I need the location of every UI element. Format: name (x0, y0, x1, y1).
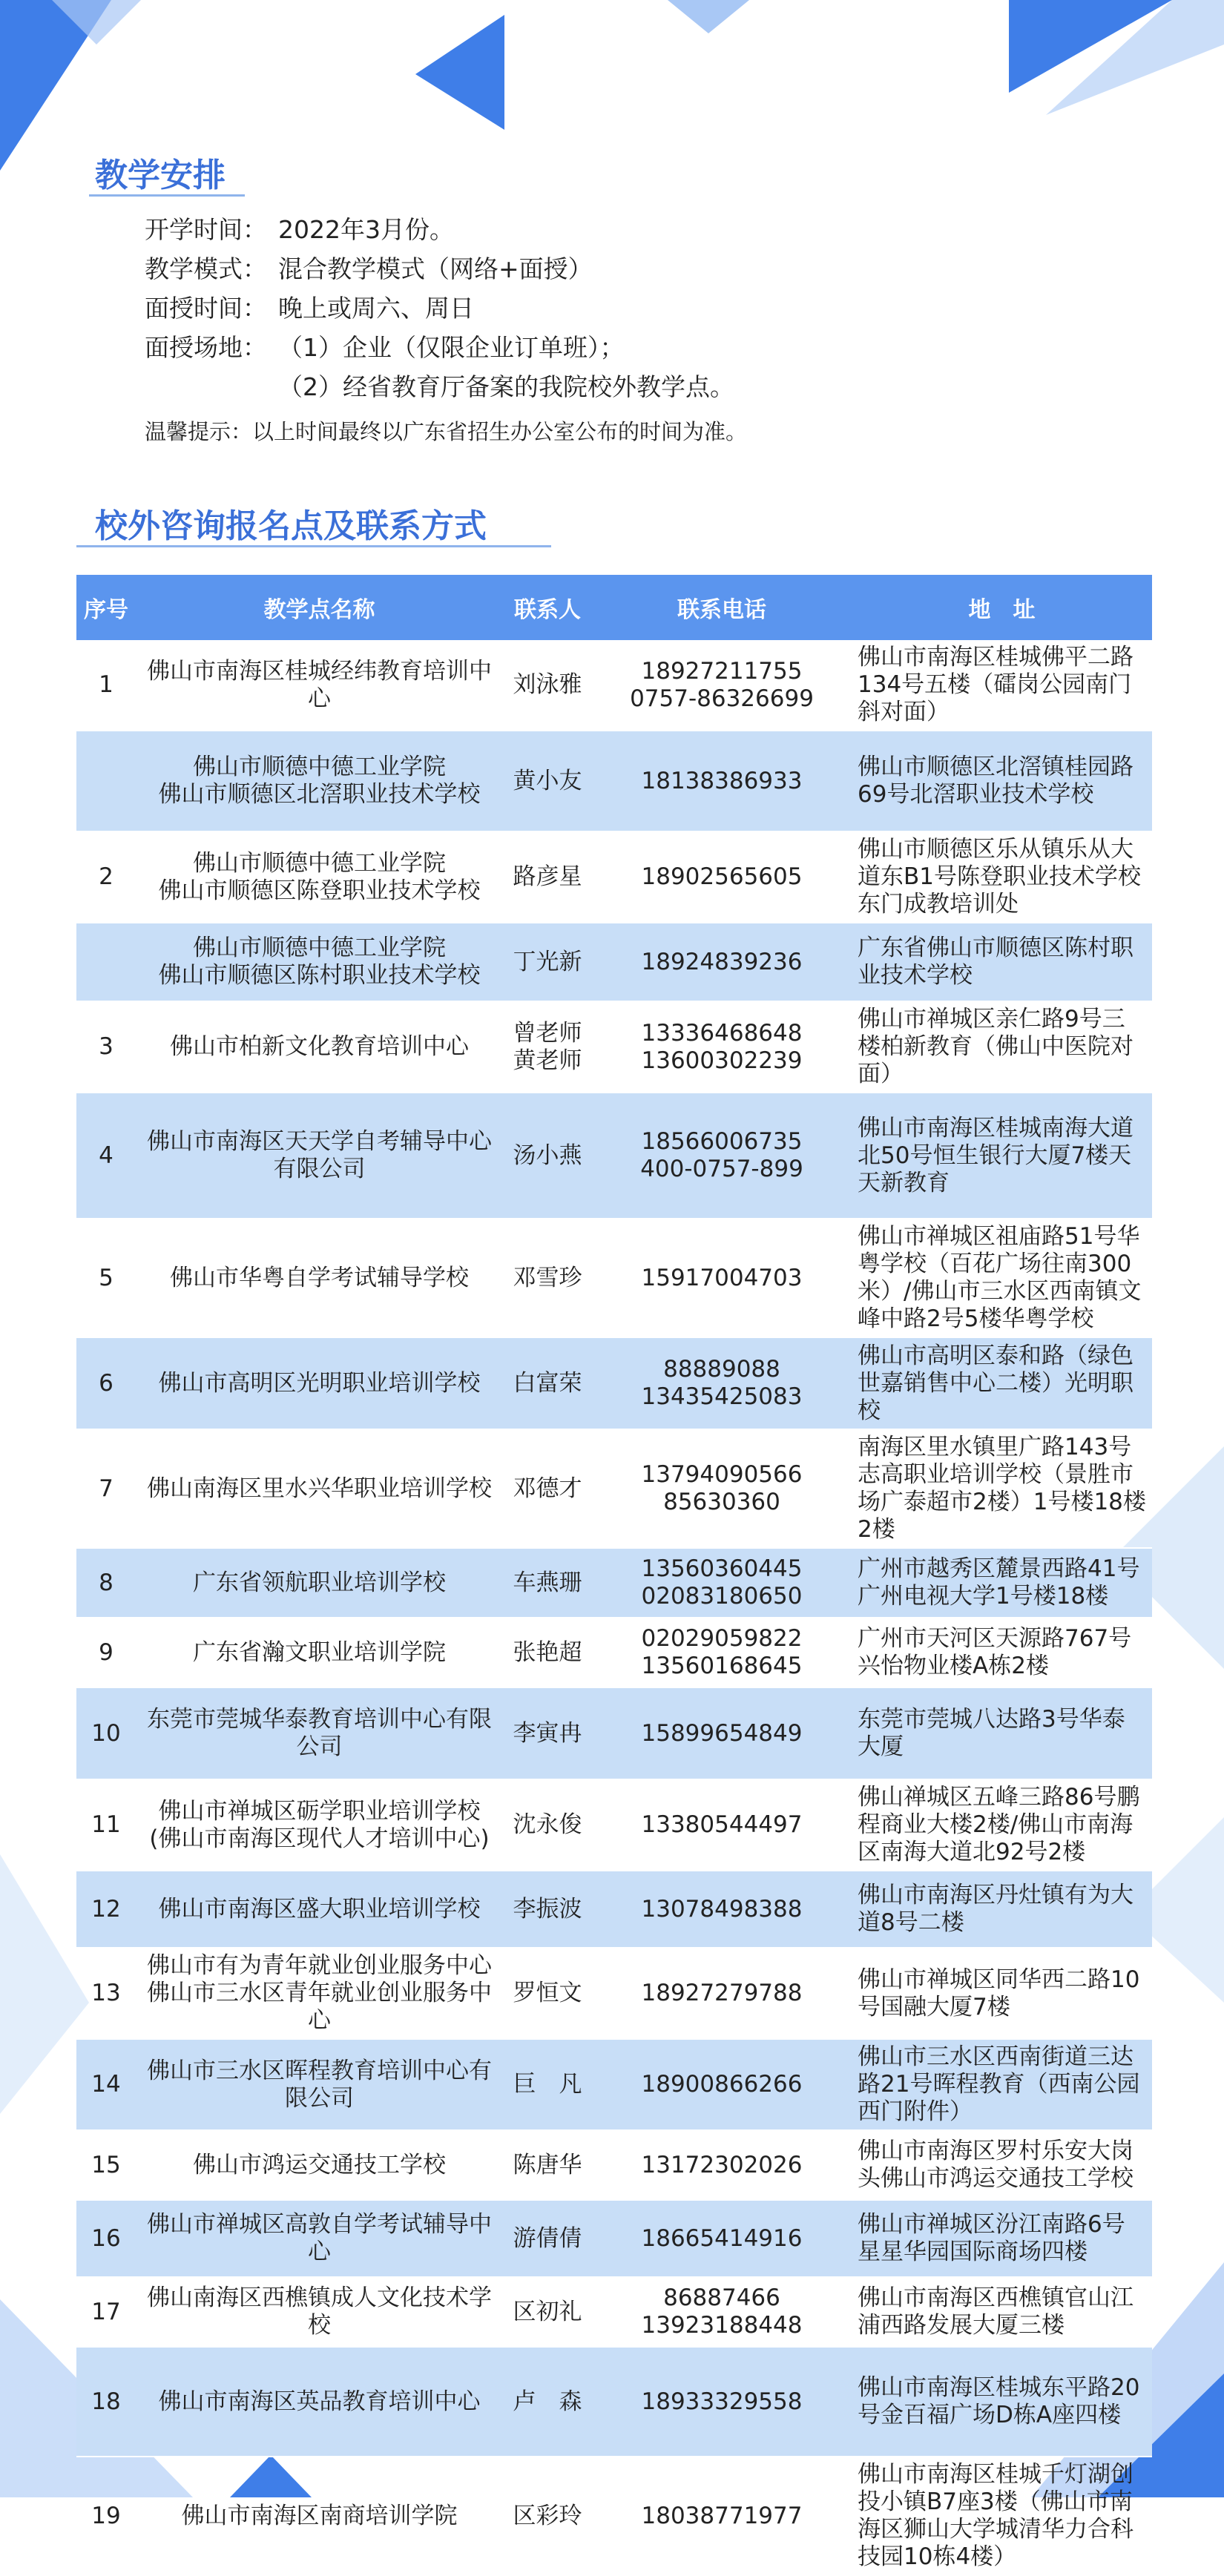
info-value: （2）经省教育厅备案的我院校外教学点。 (278, 372, 734, 401)
cell-phone-line: 13923188448 (641, 2312, 803, 2339)
cell-name-line: 佛山市禅城区高敦自学考试辅导中心 (147, 2211, 492, 2265)
cell-address-line: 佛山市高明区泰和路（绿色世嘉销售中心二楼）光明职校 (858, 1342, 1133, 1424)
cell-name (136, 1779, 503, 1871)
cell-phone-line: 13794090566 (641, 1461, 803, 1488)
section-title-teaching: 教学安排 (95, 157, 226, 194)
cell-no-line: 16 (91, 2224, 121, 2252)
cell-name (136, 2130, 503, 2200)
info-label: 面授场地： (145, 333, 267, 362)
cell-name-line: 佛山市柏新文化教育培训中心 (170, 1033, 469, 1060)
info-row-venue-extra (145, 367, 734, 406)
table-header-row (76, 575, 1152, 640)
cell-phone-line: 13078498388 (641, 1895, 803, 1923)
cell-address (852, 731, 1152, 831)
cell-name (136, 1687, 503, 1779)
cell-contact (503, 1219, 592, 1337)
cell-phone-line: 85630360 (663, 1489, 780, 1515)
cell-contact (503, 731, 592, 831)
cell-phone-line: 13172302026 (641, 2151, 803, 2178)
table-row (76, 1093, 1152, 1219)
cell-no-line: 1 (99, 671, 113, 698)
cell-no (76, 1001, 136, 1093)
cell-contact-line: 曾老师 (513, 1019, 582, 1047)
cell-no-line: 15 (91, 2151, 121, 2178)
cell-name (136, 1948, 503, 2039)
section-title-contacts: 校外咨询报名点及联系方式 (95, 507, 487, 545)
cell-phone (592, 831, 852, 923)
cell-contact-line: 汤小燕 (513, 1142, 582, 1169)
cell-phone-line: 86887466 (663, 2285, 780, 2311)
cell-phone-line: 18902565605 (641, 863, 803, 890)
cell-name (136, 1871, 503, 1948)
section-title-underline (89, 194, 245, 197)
table-row (76, 1948, 1152, 2039)
cell-address-line: 佛山市南海区桂城佛平二路134号五楼（礌岗公园南门斜对面） (858, 644, 1133, 725)
cell-address-line: 佛山市禅城区同华西二路10号国融大厦7楼 (858, 1966, 1140, 2020)
cell-phone-line: 13380544497 (641, 1811, 803, 1838)
cell-contact-line: 巨 凡 (513, 2071, 582, 2098)
cell-address (852, 2130, 1152, 2200)
cell-no-line: 10 (91, 1719, 121, 1747)
table-row (76, 1337, 1152, 1429)
cell-name-line: 佛山市高明区光明职业培训学校 (158, 1369, 481, 1397)
deco-triangle-top-center (415, 15, 504, 130)
cell-contact-line: 罗恒文 (513, 1980, 582, 2006)
cell-address (852, 1779, 1152, 1871)
table-row (76, 2039, 1152, 2130)
info-value: 晚上或周六、周日 (278, 294, 474, 323)
cell-no (76, 1871, 136, 1948)
cell-phone (592, 2200, 852, 2277)
cell-name (136, 2039, 503, 2130)
cell-name-line: 佛山市三水区青年就业创业服务中心 (147, 1980, 492, 2034)
cell-phone (592, 640, 852, 731)
cell-contact-line: 区初礼 (513, 2298, 582, 2325)
table-row (76, 2457, 1152, 2575)
header-no: 序号 (76, 575, 136, 640)
cell-phone-line: 13600302239 (641, 1047, 803, 1074)
cell-phone-line: 18900866266 (641, 2071, 803, 2098)
cell-address-line: 佛山市禅城区汾江南路6号星星华园国际商场四楼 (858, 2211, 1125, 2265)
cell-contact-line: 黄小友 (513, 767, 582, 794)
cell-contact-line: 张艳超 (513, 1638, 582, 1666)
cell-phone (592, 2277, 852, 2347)
cell-phone-line: 13336468648 (641, 1019, 803, 1047)
cell-address-line: 佛山市顺德区北滘镇桂园路69号北滘职业技术学校 (858, 754, 1133, 808)
cell-address (852, 1618, 1152, 1687)
cell-name (136, 831, 503, 923)
cell-phone-line: 15899654849 (641, 1719, 803, 1747)
cell-phone (592, 2457, 852, 2575)
info-label: 教学模式： (145, 254, 267, 283)
table-row (76, 1429, 1152, 1548)
cell-no (76, 1548, 136, 1618)
cell-phone (592, 1548, 852, 1618)
deco-triangle-top-center-light (668, 0, 749, 33)
cell-no (76, 1337, 136, 1429)
cell-name (136, 1337, 503, 1429)
cell-no (76, 731, 136, 831)
cell-no (76, 1779, 136, 1871)
table-row (76, 1871, 1152, 1948)
cell-contact (503, 2039, 592, 2130)
section-title-underline (76, 545, 551, 547)
cell-address-line: 佛山市禅城区亲仁路9号三楼柏新教育（佛山中医院对面） (858, 1006, 1133, 1087)
table-row (76, 2200, 1152, 2277)
cell-name-line: 佛山市禅城区砺学职业培训学校 (158, 1797, 481, 1825)
cell-address-line: 南海区里水镇里广路143号志高职业培训学校（景胜市场广泰超市2楼）1号楼18楼2楼 (858, 1434, 1146, 1543)
cell-address-line: 广州市天河区天源路767号兴怡物业楼A栋2楼 (858, 1625, 1132, 1679)
cell-contact (503, 2277, 592, 2347)
cell-contact (503, 2347, 592, 2457)
cell-contact-line: 区彩玲 (513, 2502, 582, 2529)
cell-address-line: 佛山市顺德区乐从镇乐从大道东B1号陈登职业技术学校东门成教培训处 (858, 836, 1141, 918)
cell-no (76, 1687, 136, 1779)
cell-name-line: 佛山市顺德区陈村职业技术学校 (158, 962, 481, 989)
cell-name-line: 佛山市南海区桂城经纬教育培训中心 (147, 657, 492, 712)
cell-no (76, 1429, 136, 1548)
cell-contact-line: 邓雪珍 (513, 1264, 582, 1291)
cell-address (852, 1429, 1152, 1548)
cell-phone (592, 2130, 852, 2200)
cell-no (76, 2200, 136, 2277)
cell-phone-line: 18927211755 (641, 657, 803, 685)
cell-name-line: 广东省瀚文职业培训学院 (193, 1638, 446, 1666)
cell-no (76, 2347, 136, 2457)
cell-address-line: 东莞市莞城八达路3号华泰大厦 (858, 1706, 1125, 1760)
cell-contact (503, 1337, 592, 1429)
cell-no (76, 1948, 136, 2039)
cell-name (136, 1548, 503, 1618)
cell-name (136, 2457, 503, 2575)
table-row (76, 1779, 1152, 1871)
cell-address (852, 1093, 1152, 1219)
cell-name (136, 1429, 503, 1548)
table-row (76, 1687, 1152, 1779)
table-row (76, 1001, 1152, 1093)
cell-phone-line: 88889088 (663, 1356, 780, 1383)
cell-address-line: 佛山市禅城区祖庙路51号华粤学校（百花广场往南300米）/佛山市三水区西南镇文峰中路2号5楼华粤学校 (858, 1223, 1142, 1332)
cell-name-line: 佛山市顺德区北滘职业技术学校 (158, 781, 481, 808)
cell-name (136, 1219, 503, 1337)
cell-address (852, 831, 1152, 923)
cell-contact-line: 车燕珊 (513, 1569, 582, 1596)
cell-phone-line: 18665414916 (641, 2224, 803, 2252)
cell-name-line: 佛山市华粤自学考试辅导学校 (170, 1264, 469, 1291)
cell-address-line: 佛山市南海区桂城东平路20号金百福广场D栋A座四楼 (858, 2374, 1140, 2428)
cell-address (852, 2457, 1152, 2575)
cell-no-line: 8 (99, 1569, 113, 1596)
cell-contact-line: 邓德才 (513, 1475, 582, 1502)
cell-address-line: 佛山市南海区丹灶镇有为大道8号二楼 (858, 1882, 1133, 1936)
contact-table (76, 575, 1152, 2576)
cell-no (76, 2130, 136, 2200)
cell-name-line: 佛山市顺德中德工业学院 (193, 754, 446, 780)
cell-no (76, 640, 136, 731)
cell-contact (503, 1001, 592, 1093)
cell-contact-line: 黄老师 (513, 1047, 582, 1074)
cell-phone (592, 2039, 852, 2130)
cell-contact (503, 1093, 592, 1219)
cell-phone-line: 13560360445 (641, 1555, 803, 1582)
cell-address-line: 佛山市南海区桂城南海大道北50号恒生银行大厦7楼天天新教育 (858, 1114, 1133, 1196)
cell-phone-line: 18566006735 (641, 1128, 803, 1155)
cell-address (852, 2200, 1152, 2277)
cell-no-line: 18 (91, 2388, 121, 2415)
table-row (76, 640, 1152, 731)
cell-no-line: 6 (99, 1369, 113, 1397)
cell-phone (592, 1337, 852, 1429)
cell-contact-line: 李寅冉 (513, 1719, 582, 1747)
cell-contact (503, 831, 592, 923)
cell-name-line: 东莞市莞城华泰教育培训中心有限公司 (147, 1706, 492, 1760)
table-row (76, 1618, 1152, 1687)
cell-name-line: 佛山市南海区盛大职业培训学校 (158, 1895, 481, 1923)
cell-phone (592, 731, 852, 831)
table-row (76, 2277, 1152, 2347)
info-row-venue (145, 328, 734, 367)
cell-contact (503, 1548, 592, 1618)
cell-contact (503, 1429, 592, 1548)
cell-no (76, 2277, 136, 2347)
cell-name (136, 1618, 503, 1687)
cell-phone (592, 1871, 852, 1948)
cell-phone (592, 1093, 852, 1219)
cell-no (76, 1093, 136, 1219)
cell-contact-line: 白富荣 (513, 1369, 582, 1397)
cell-name (136, 923, 503, 1001)
cell-name (136, 1093, 503, 1219)
teaching-info (145, 210, 734, 406)
cell-address (852, 2039, 1152, 2130)
cell-phone-line: 13435425083 (641, 1383, 803, 1410)
cell-no-line: 9 (99, 1638, 113, 1666)
cell-contact-line: 游倩倩 (513, 2224, 582, 2252)
cell-name-line: 佛山市南海区南商培训学院 (181, 2502, 458, 2529)
info-row-start (145, 210, 734, 249)
cell-name-line: 佛山南海区西樵镇成人文化技术学校 (147, 2285, 492, 2339)
cell-phone-line: 0757-86326699 (630, 685, 814, 712)
cell-phone-line: 02083180650 (641, 1583, 803, 1610)
cell-phone (592, 1001, 852, 1093)
cell-no-line: 5 (99, 1264, 113, 1291)
cell-contact (503, 1948, 592, 2039)
info-value: 混合教学模式（网络+面授） (278, 254, 593, 283)
cell-no (76, 2457, 136, 2575)
cell-address (852, 1948, 1152, 2039)
warm-tip: 温馨提示：以上时间最终以广东省招生办公室公布的时间为准。 (145, 419, 748, 444)
header-phone: 联系电话 (592, 575, 852, 640)
cell-phone (592, 2347, 852, 2457)
cell-name-line: 佛山市顺德区陈登职业技术学校 (158, 877, 481, 904)
cell-contact (503, 1687, 592, 1779)
cell-address-line: 佛山禅城区五峰三路86号鹏程商业大楼2楼/佛山市南海区南海大道北92号2楼 (858, 1784, 1140, 1865)
cell-phone (592, 1687, 852, 1779)
cell-contact (503, 2130, 592, 2200)
cell-phone (592, 1219, 852, 1337)
cell-name-line: (佛山市南海区现代人才培训中心) (149, 1825, 490, 1852)
cell-no-line: 2 (99, 863, 113, 890)
cell-contact (503, 2457, 592, 2575)
cell-contact-line: 刘泳雅 (513, 671, 582, 698)
cell-name-line: 佛山市鸿运交通技工学校 (193, 2151, 446, 2178)
cell-no-line: 3 (99, 1033, 113, 1060)
cell-contact (503, 1618, 592, 1687)
cell-no-line: 17 (91, 2298, 121, 2325)
cell-no-line: 4 (99, 1142, 113, 1169)
cell-contact-line: 沈永俊 (513, 1811, 582, 1838)
cell-address-line: 佛山市南海区桂城千灯湖创投小镇B7座3楼（佛山市南海区狮山大学城清华力合科技园10栋4楼） (858, 2461, 1133, 2570)
cell-name (136, 1001, 503, 1093)
cell-address (852, 1219, 1152, 1337)
info-value: 2022年3月份。 (278, 215, 454, 244)
cell-phone-line: 02029059822 (641, 1625, 803, 1652)
cell-phone-line: 13560168645 (641, 1653, 803, 1679)
info-row-mode (145, 249, 734, 289)
cell-name (136, 731, 503, 831)
cell-contact (503, 640, 592, 731)
cell-phone-line: 18924839236 (641, 948, 803, 975)
cell-no (76, 1618, 136, 1687)
cell-no-line: 11 (91, 1811, 121, 1838)
cell-name-line: 佛山南海区里水兴华职业培训学校 (147, 1475, 492, 1502)
table-row (76, 923, 1152, 1001)
info-row-time (145, 289, 734, 328)
cell-phone (592, 923, 852, 1001)
cell-name-line: 广东省领航职业培训学校 (193, 1569, 446, 1596)
cell-no-line: 12 (91, 1895, 121, 1923)
table-row (76, 2347, 1152, 2457)
cell-contact-line: 卢 森 (513, 2388, 582, 2415)
cell-address (852, 2347, 1152, 2457)
cell-phone-line: 400-0757-899 (640, 1156, 803, 1182)
cell-phone (592, 1429, 852, 1548)
cell-address (852, 640, 1152, 731)
cell-name-line: 佛山市有为青年就业创业服务中心 (147, 1952, 492, 1979)
cell-address-line: 佛山市三水区西南街道三达路21号晖程教育（西南公园西门附件） (858, 2043, 1140, 2125)
cell-address (852, 923, 1152, 1001)
header-contact: 联系人 (503, 575, 592, 640)
cell-phone-line: 18927279788 (641, 1980, 803, 2006)
cell-address-line: 佛山市南海区罗村乐安大岗头佛山市鸿运交通技工学校 (858, 2138, 1133, 2192)
cell-contact (503, 2200, 592, 2277)
cell-name-line: 佛山市南海区天天学自考辅导中心有限公司 (147, 1128, 492, 1182)
cell-no-line: 19 (91, 2502, 121, 2529)
cell-contact (503, 1779, 592, 1871)
deco-band-left-1 (0, 1854, 89, 2114)
cell-address (852, 1001, 1152, 1093)
cell-name-line: 佛山市南海区英品教育培训中心 (158, 2388, 481, 2415)
cell-name (136, 2200, 503, 2277)
cell-no (76, 1219, 136, 1337)
cell-phone-line: 15917004703 (641, 1264, 803, 1291)
cell-address (852, 2277, 1152, 2347)
cell-phone (592, 1779, 852, 1871)
cell-contact-line: 陈唐华 (513, 2151, 582, 2178)
cell-address (852, 1687, 1152, 1779)
cell-address-line: 广东省佛山市顺德区陈村职业技术学校 (858, 935, 1133, 989)
cell-name-line: 佛山市三水区晖程教育培训中心有限公司 (147, 2057, 492, 2112)
table-row (76, 2130, 1152, 2200)
cell-name (136, 640, 503, 731)
table-row (76, 1219, 1152, 1337)
header-name: 教学点名称 (136, 575, 503, 640)
cell-no (76, 923, 136, 1001)
cell-phone (592, 1618, 852, 1687)
cell-address (852, 1548, 1152, 1618)
cell-contact-line: 丁光新 (513, 948, 582, 975)
table-row (76, 1548, 1152, 1618)
cell-contact-line: 李振波 (513, 1895, 582, 1923)
table-body (76, 640, 1152, 2575)
cell-address-line: 佛山市南海区西樵镇官山江浦西路发展大厦三楼 (858, 2285, 1133, 2339)
cell-no (76, 831, 136, 923)
cell-phone (592, 1948, 852, 2039)
info-label: 面授时间： (145, 294, 267, 323)
cell-no-line: 7 (99, 1475, 113, 1502)
cell-address (852, 1871, 1152, 1948)
info-value: （1）企业（仅限企业订单班）； (278, 333, 625, 362)
cell-contact (503, 923, 592, 1001)
cell-address-line: 广州市越秀区麓景西路41号广州电视大学1号楼18楼 (858, 1555, 1140, 1610)
cell-address (852, 1337, 1152, 1429)
info-label: 开学时间： (145, 215, 267, 244)
cell-no-line: 14 (91, 2071, 121, 2098)
cell-phone-line: 18138386933 (641, 767, 803, 794)
cell-name-line: 佛山市顺德中德工业学院 (193, 935, 446, 961)
cell-phone-line: 18038771977 (641, 2502, 803, 2529)
cell-no-line: 13 (91, 1980, 121, 2006)
header-address: 地 址 (852, 575, 1152, 640)
cell-contact-line: 路彦星 (513, 863, 582, 890)
cell-name-line: 佛山市顺德中德工业学院 (193, 849, 446, 877)
cell-contact (503, 1871, 592, 1948)
table-row (76, 831, 1152, 923)
cell-phone-line: 18933329558 (641, 2388, 803, 2415)
cell-name (136, 2277, 503, 2347)
cell-name (136, 2347, 503, 2457)
table-row (76, 731, 1152, 831)
cell-no (76, 2039, 136, 2130)
